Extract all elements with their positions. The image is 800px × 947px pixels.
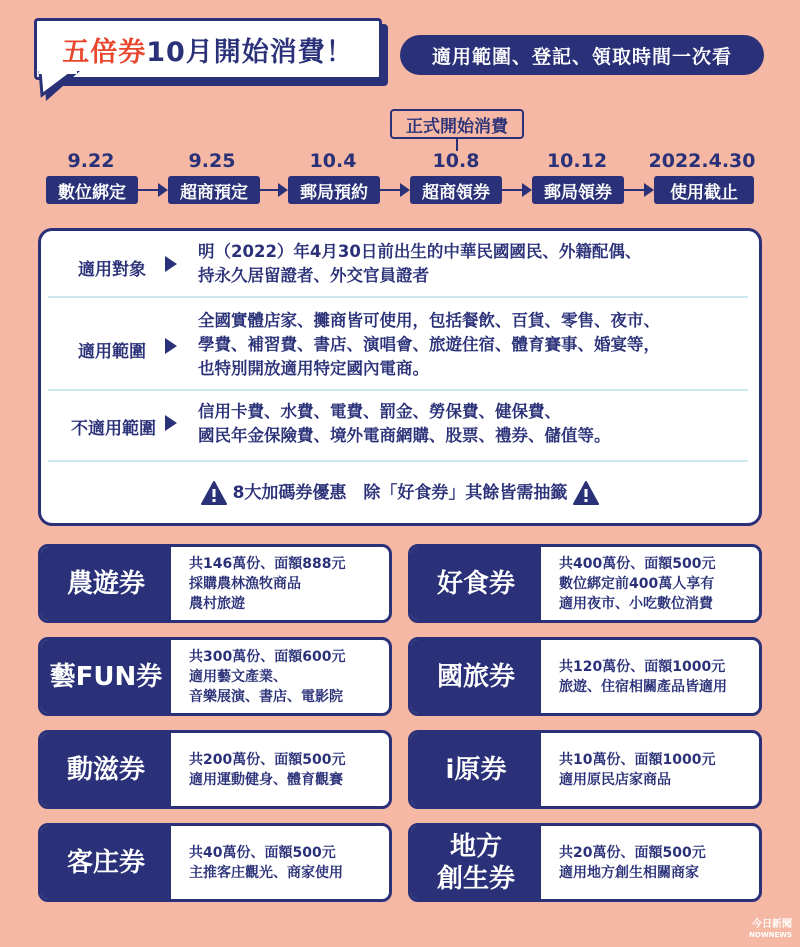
voucher-name: 客庄券 [41,826,171,899]
voucher-name: i原券 [411,733,541,806]
timeline-step: 超商預定 [168,176,260,204]
timeline-date: 9.25 [188,150,236,172]
voucher-name: 國旅券 [411,640,541,713]
title-rest: 10月開始消費！ [146,36,354,68]
voucher-name: 農遊券 [41,547,171,620]
voucher-line: 適用藝文產業、 [189,668,287,685]
timeline-step: 數位綁定 [46,176,138,204]
voucher-desc [189,547,345,620]
voucher-line: 音樂展演、書店、電影院 [189,688,343,705]
row-label-eligibility: 適用對象 [78,260,146,280]
timeline-date: 10.12 [546,150,608,172]
voucher-card [408,544,762,623]
voucher-desc [189,640,345,713]
timeline-date: 10.8 [432,150,480,172]
voucher-name: 好食券 [411,547,541,620]
page-title [37,21,379,77]
row-line: 國民年金保險費、境外電商網購、股票、禮券、儲值等。 [198,426,611,445]
timeline-date: 10.4 [309,150,357,172]
voucher-card [408,823,762,902]
row-line: 學費、補習費、書店、演唱會、旅遊住宿、體育賽事、婚宴等， [198,335,660,354]
row-line: 全國實體店家、攤商皆可使用，包括餐飲、百貨、零售、夜市、 [198,311,660,330]
row-text-scope [198,309,660,381]
divider [48,460,748,462]
timeline-step: 郵局領券 [532,176,624,204]
arrow-right-icon [165,256,177,272]
bubble-tail-icon [36,71,96,105]
row-label-scope: 適用範圍 [78,342,146,362]
voucher-line: 共146萬份、面額888元 [189,555,346,572]
voucher-desc [559,547,715,620]
timeline-highlight-label: 正式開始消費 [390,109,524,139]
subtitle-pill: 適用範圍、登記、領取時間一次看 [400,35,764,75]
timeline-step: 超商領券 [410,176,502,204]
row-line: 也特別開放適用特定國內電商。 [198,359,429,378]
row-line: 信用卡費、水費、電費、罰金、勞保費、健保費、 [198,402,561,421]
warning-icon [201,481,227,505]
row-label-excluded: 不適用範圍 [71,419,156,439]
voucher-line: 適用運動健身、體育觀賽 [189,771,343,788]
row-text-excluded [198,400,611,448]
timeline-date: 2022.4.30 [648,150,756,172]
row-text-eligibility [198,240,641,288]
voucher-desc [559,733,715,806]
voucher-card [408,637,762,716]
voucher-desc [189,733,345,806]
row-line: 持永久居留證者、外交官員證者 [198,266,429,285]
voucher-line: 旅遊、住宿相關產品皆適用 [559,678,727,695]
voucher-line: 共120萬份、面額1000元 [559,658,726,675]
voucher-line: 農村旅遊 [189,595,245,612]
voucher-line: 共40萬份、面額500元 [189,844,336,861]
timeline-arrows [0,178,800,202]
voucher-card [38,730,392,809]
voucher-line: 適用原民店家商品 [559,771,671,788]
divider [48,296,748,298]
voucher-card [408,730,762,809]
voucher-card [38,823,392,902]
logo-sub: NOWNEWS [749,931,792,939]
row-line: 明（2022）年4月30日前出生的中華民國國民、外籍配偶、 [198,242,642,261]
warning-icon [573,481,599,505]
divider [48,389,748,391]
logo-text: 今日新聞 [752,919,792,930]
voucher-desc [559,640,727,713]
voucher-line: 主推客庄觀光、商家使用 [189,864,343,881]
voucher-name [411,826,541,899]
voucher-line: 共200萬份、面額500元 [189,751,346,768]
warning-text: 8大加碼券優惠 除「好食券」其餘皆需抽籤 [232,483,568,503]
voucher-desc [189,826,343,899]
voucher-line: 適用夜市、小吃數位消費 [559,595,713,612]
arrow-right-icon [165,415,177,431]
nownews-logo [749,919,792,941]
voucher-name: 動滋券 [41,733,171,806]
voucher-name: 藝FUN券 [41,640,171,713]
arrow-right-icon [165,338,177,354]
timeline-step: 使用截止 [654,176,754,204]
voucher-card [38,637,392,716]
voucher-name-line: 地方 [449,831,502,862]
timeline-date: 9.22 [67,150,115,172]
voucher-line: 共10萬份、面額1000元 [559,751,716,768]
voucher-desc [559,826,706,899]
voucher-line: 共400萬份、面額500元 [559,555,716,572]
voucher-line: 採購農林漁牧商品 [189,575,301,592]
voucher-line: 數位綁定前400萬人享有 [559,575,715,592]
voucher-card [38,544,392,623]
voucher-line: 共20萬份、面額500元 [559,844,706,861]
title-highlight: 五倍券 [62,36,147,68]
warning-note [0,478,800,505]
voucher-name-line: 創生券 [436,863,515,894]
voucher-line: 適用地方創生相關商家 [559,864,699,881]
voucher-line: 共300萬份、面額600元 [189,648,346,665]
timeline-step: 郵局預約 [288,176,380,204]
